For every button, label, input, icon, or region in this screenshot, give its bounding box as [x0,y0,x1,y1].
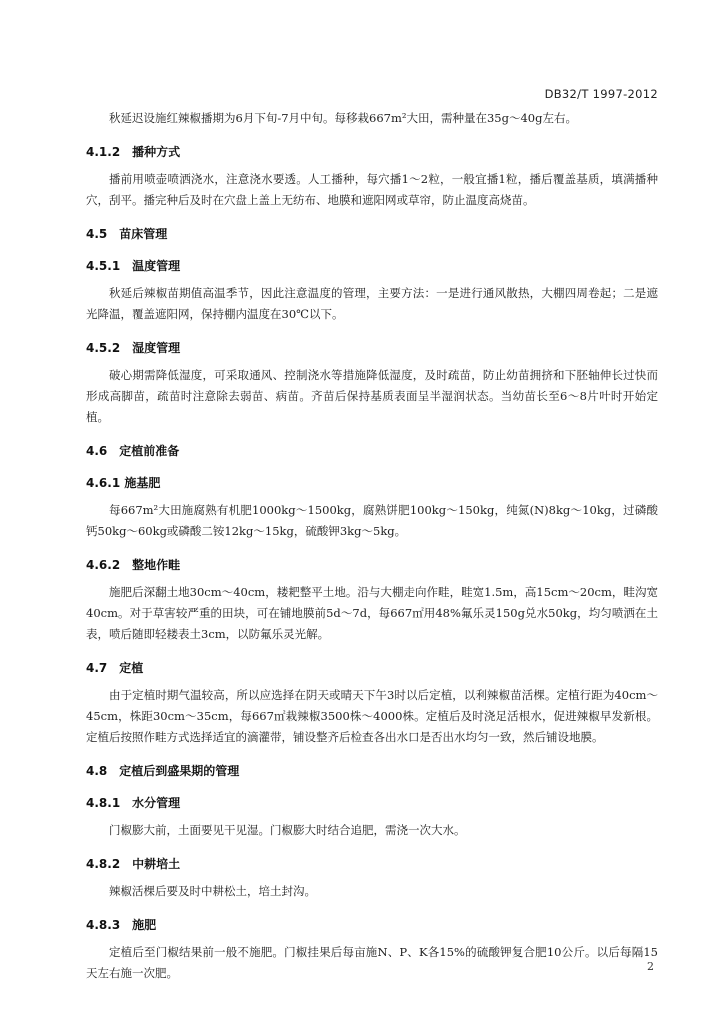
paragraph: 每667m²大田施腐熟有机肥1000kg～1500kg，腐熟饼肥100kg～150kg，纯氮(N)8kg～10kg，过磷酸钙50kg～60kg或磷酸二铵12kg～15kg，硫酸钾3kg～5kg。 [86,503,658,538]
paragraph: 定植后至门椒结果前一般不施肥。门椒挂果后每亩施N、P、K各15%的硫酸钾复合肥10公斤。以后每隔15天左右施一次肥。 [86,945,658,980]
section-heading: 4.8.2 中耕培土 [86,857,181,871]
section-heading: 4.6 定植前准备 [86,444,180,458]
paragraph: 秋延后辣椒苗期值高温季节，因此注意温度的管理，主要方法：一是进行通风散热，大棚四周卷起；二是遮光降温，覆盖遮阳网，保持棚内温度在30℃以下。 [86,286,658,321]
paragraph: 门椒膨大前，土面要见干见湿。门椒膨大时结合追肥，需浇一次大水。 [109,823,466,837]
document-body [86,108,658,984]
section-heading: 4.6.2 整地作畦 [86,558,181,572]
section-heading: 4.1.2 播种方式 [86,145,181,159]
paragraph: 破心期需降低湿度，可采取通风、控制浇水等措施降低湿度，及时疏苗，防止幼苗拥挤和下胚轴伸长过快而形成高脚苗，疏苗时注意除去弱苗、病苗。齐苗后保持基质表面呈半湿润状态。当幼苗长至6～8片叶时开始定植。 [86,368,658,424]
section-heading: 4.7 定植 [86,661,144,675]
section-heading: 4.5.2 湿度管理 [86,341,181,355]
section-heading: 4.5.1 温度管理 [86,259,181,273]
paragraph: 秋延迟设施红辣椒播期为6月下旬-7月中旬。每移栽667m²大田，需种量在35g～40g左右。 [109,111,577,125]
paragraph: 施肥后深翻土地30cm～40cm，耧耙整平土地。沿与大棚走向作畦，畦宽1.5m，高15cm～20cm，畦沟宽40cm。对于草害较严重的田块，可在铺地膜前5d～7d，每667㎡用48%氟乐灵150g兑水50kg，均匀喷洒在土表，喷后随即轻耧表土3cm，以防氟乐灵光解。 [86,585,658,641]
section-heading: 4.6.1 施基肥 [86,476,161,490]
paragraph: 辣椒活棵后要及时中耕松土，培土封沟。 [109,884,316,898]
page-number: 2 [647,960,654,973]
paragraph: 由于定植时期气温较高，所以应选择在阴天或晴天下午3时以后定植，以利辣椒苗活棵。定植行距为40cm～45cm，株距30cm～35cm，每667㎡栽辣椒3500株～4000株。定植后及时浇足活根水，促进辣椒早发新根。定植后按照作畦方式选择适宜的滴灌带，铺设整齐后检查各出水口是否出水均匀一致，然后铺设地膜。 [86,688,658,744]
paragraph: 播前用喷壶喷洒浇水，注意浇水要透。人工播种，每穴播1～2粒，一般宜播1粒，播后覆盖基质，填满播种穴，刮平。播完种后及时在穴盘上盖上无纺布、地膜和遮阳网或草帘，防止温度高烧苗。 [86,172,658,207]
section-heading: 4.8.1 水分管理 [86,796,181,810]
section-heading: 4.8 定植后到盛果期的管理 [86,764,240,778]
section-heading: 4.8.3 施肥 [86,918,157,932]
standard-code: DB32/T 1997-2012 [544,87,658,101]
section-heading: 4.5 苗床管理 [86,227,168,241]
